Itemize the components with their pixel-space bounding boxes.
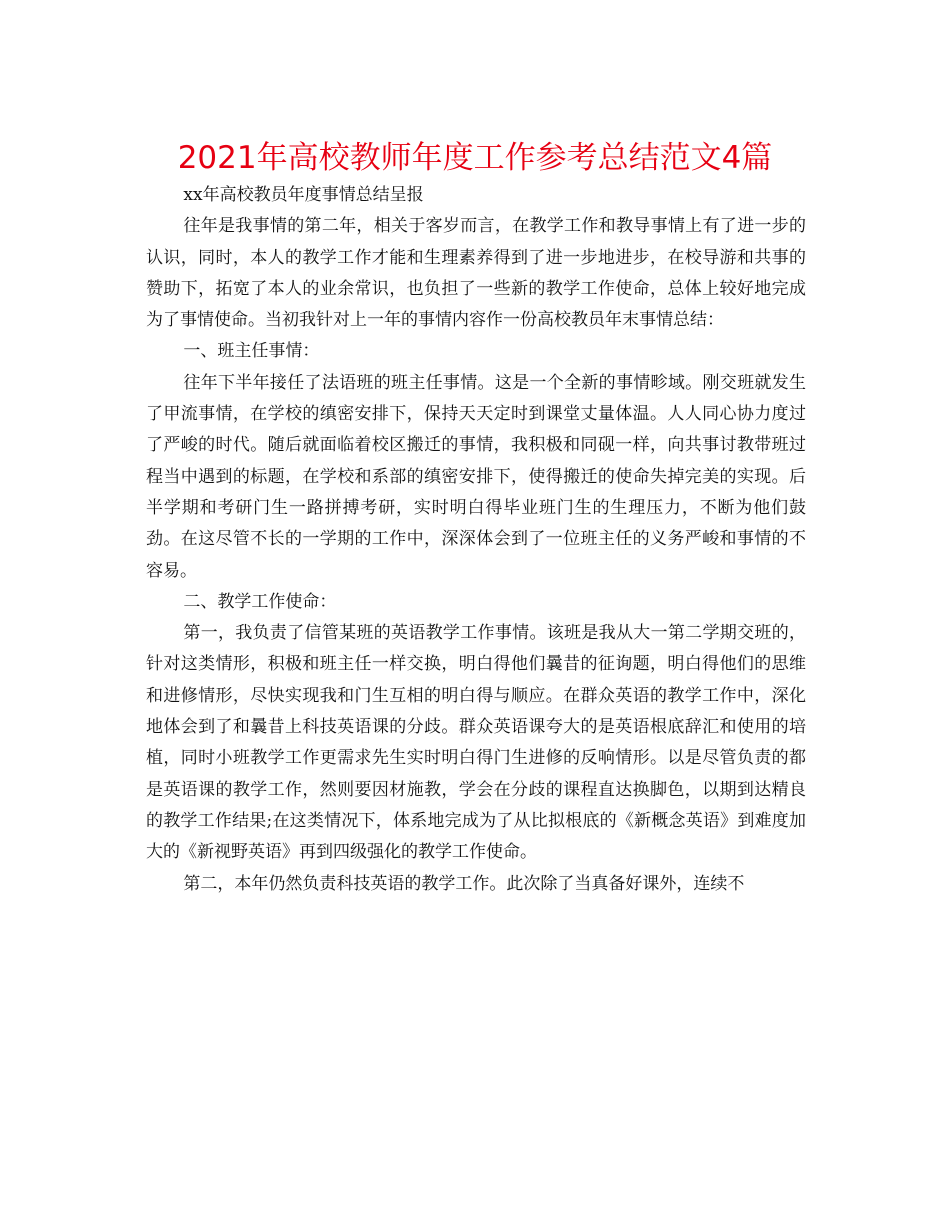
section-heading-teaching: 二、教学工作使命： bbox=[183, 591, 337, 612]
document-body bbox=[146, 180, 806, 900]
document-title: 2021年高校教师年度工作参考总结范文4篇 bbox=[177, 140, 773, 176]
teaching-paragraph-first: 第一，我负责了信管某班的英语教学工作事情。该班是我从大一第二学期交班的，针对这类情形，积极和班主任一样交换，明白得他们曩昔的征询题，明白得他们的思维和进修情形，尽快实现我和门生互相的明白得与顺应。在群众英语的教学工作中，深化地体会到了和曩昔上科技英语课的分歧。群众英语课夸大的是英语根底辞汇和使用的培植，同时小班教学工作更需求先生实时明白得门生进修的反响情形。以是尽管负责的都是英语课的教学工作，然则要因材施教，学会在分歧的课程直达换脚色，以期到达精良的教学工作结果;在这类情况下，体系地完成为了从比拟根底的《新概念英语》到难度加大的《新视野英语》再到四级强化的教学工作使命。 bbox=[146, 623, 806, 863]
intro-paragraph: 往年是我事情的第二年，相关于客岁而言，在教学工作和教导事情上有了进一步的认识，同时，本人的教学工作才能和生理素养得到了进一步地进步，在校导游和共事的赞助下，拓宽了本人的业余常识，也负担了一些新的教学工作使命，总体上较好地完成为了事情使命。当初我针对上一年的事情内容作一份高校教员年末事情总结： bbox=[146, 216, 806, 331]
teaching-paragraph-second: 第二，本年仍然负责科技英语的教学工作。此次除了当真备好课外，连续不 bbox=[183, 873, 745, 894]
class-teacher-paragraph: 往年下半年接任了法语班的班主任事情。这是一个全新的事情畛域。刚交班就发生了甲流事情，在学校的缜密安排下，保持天天定时到课堂丈量体温。人人同心协力度过了严峻的时代。随后就面临着校区搬迁的事情，我积极和同砚一样，向共事讨教带班过程当中遇到的标题，在学校和系部的缜密安排下，使得搬迁的使命失掉完美的实现。后半学期和考研门生一路拼搏考研，实时明白得毕业班门生的生理压力，不断为他们鼓劲。在这尽管不长的一学期的工作中，深深体会到了一位班主任的义务严峻和事情的不容易。 bbox=[146, 372, 806, 581]
section-heading-class-teacher: 一、班主任事情： bbox=[183, 341, 320, 362]
subtitle-paragraph: xx年高校教员年度事情总结呈报 bbox=[183, 185, 424, 205]
